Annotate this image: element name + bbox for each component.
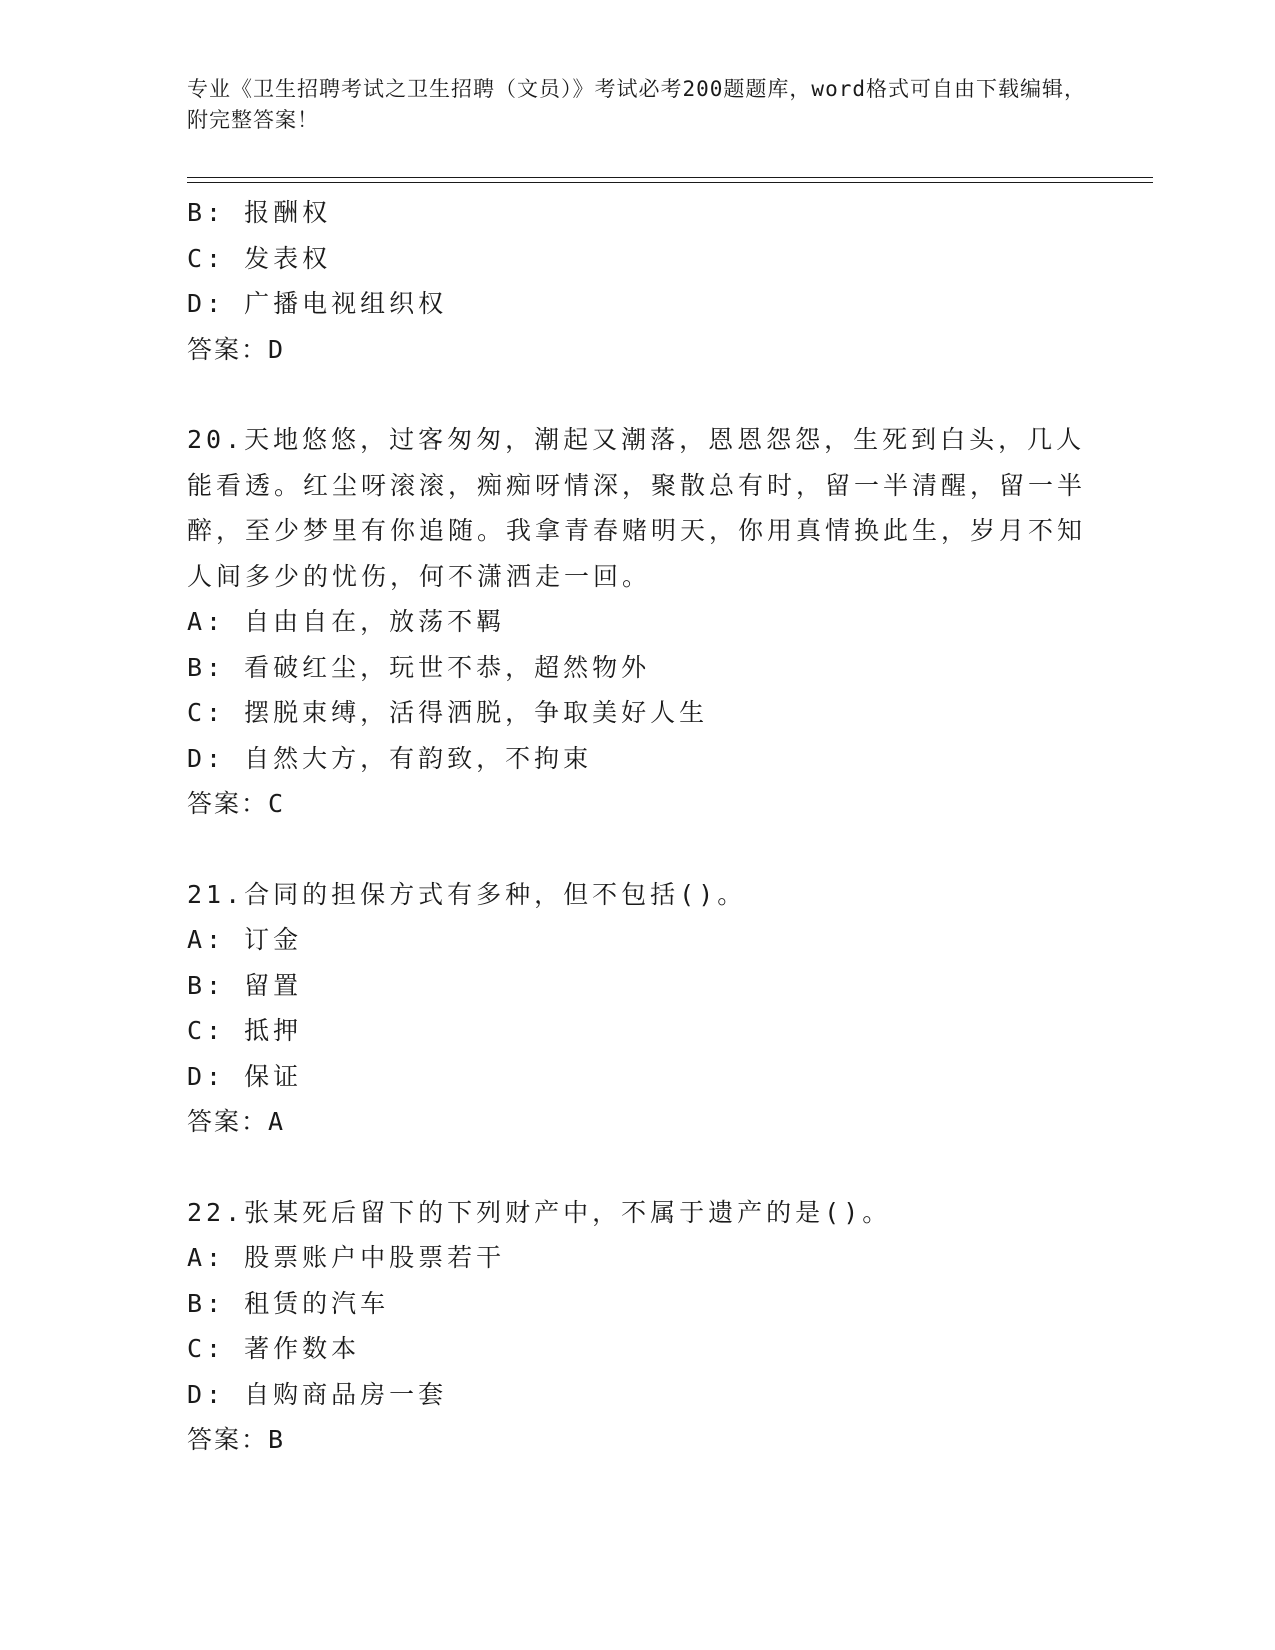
question-list — [187, 190, 1087, 1463]
option-a: A: 自由自在，放荡不羁 — [187, 607, 506, 636]
answer-line: 答案：C — [187, 789, 286, 818]
spacer — [187, 372, 1087, 417]
option-b: B: 看破红尘，玩世不恭，超然物外 — [187, 652, 651, 682]
option-d: D: 广播电视组织权 — [187, 289, 448, 318]
answer-line: 答案：A — [187, 1107, 286, 1136]
spacer — [187, 827, 1087, 872]
spacer — [187, 1145, 1087, 1190]
question-22 — [187, 1190, 1087, 1463]
option-b: B: 租赁的汽车 — [187, 1288, 390, 1318]
option-c: C: 著作数本 — [187, 1334, 361, 1363]
document-header: 专业《卫生招聘考试之卫生招聘（文员）》考试必考200题题库，word格式可自由下载编辑，附完整答案！ — [187, 77, 1086, 132]
option-d: D: 自然大方，有韵致，不拘束 — [187, 743, 593, 773]
header-divider-top — [187, 177, 1153, 178]
header-divider-bottom — [187, 182, 1153, 183]
option-d: D: 自购商品房一套 — [187, 1379, 448, 1409]
question-stem: 21.合同的担保方式有多种，但不包括()。 — [187, 879, 747, 909]
option-d: D: 保证 — [187, 1061, 303, 1091]
option-b: B: 留置 — [187, 970, 303, 1000]
option-c: C: 抵押 — [187, 1016, 303, 1045]
option-a: A: 订金 — [187, 925, 303, 954]
option-b: B: 报酬权 — [187, 198, 332, 227]
question-21 — [187, 872, 1087, 1145]
option-c: C: 发表权 — [187, 243, 332, 273]
option-a: A: 股票账户中股票若干 — [187, 1243, 506, 1272]
question-stem: 20.天地悠悠，过客匆匆，潮起又潮落，恩恩怨怨，生死到白头，几人能看透。红尘呀滚滚，痴痴呀情深，聚散总有时，留一半清醒，留一半醉，至少梦里有你追随。我拿青春赌明天，你用真情换此生，岁月不知人间多少的忧伤，何不潇洒走一回。 — [187, 425, 1087, 591]
question-stem: 22.张某死后留下的下列财产中，不属于遗产的是()。 — [187, 1197, 892, 1227]
option-c: C: 摆脱束缚，活得洒脱，争取美好人生 — [187, 698, 709, 727]
question-20 — [187, 417, 1087, 827]
answer-line: 答案：B — [187, 1425, 286, 1454]
answer-line: 答案：D — [187, 334, 286, 364]
continued-question — [187, 190, 1087, 372]
